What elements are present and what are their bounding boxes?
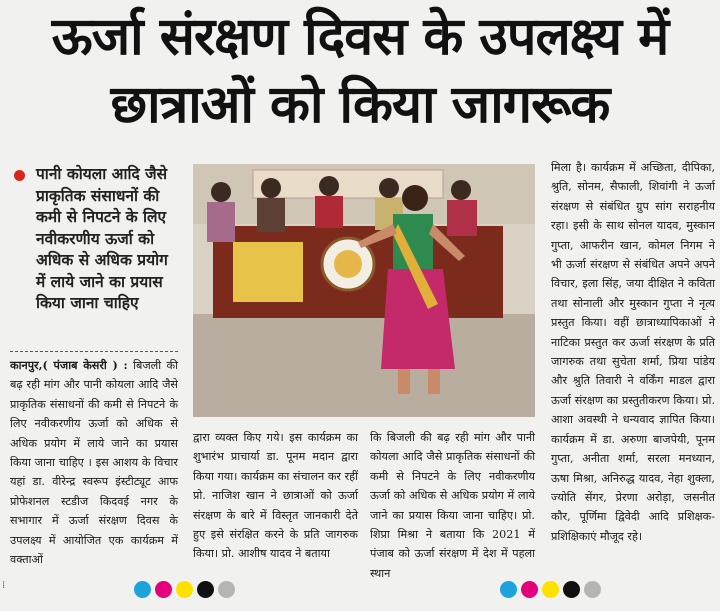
article-column-3: कि बिजली की बढ़ रही मांग और पानी कोयला आदि जैसे प्राकृतिक संसाधनों की कमी से निपटने के लिए नवीकरणीय ऊर्जा को अधिक से अधिक प्रयोग में लाये जाने का प्रयास किया जाना चाहिए। प्रो. शिप्रा मिश्रा ने बताया कि 2021 में पंजाब को ऊर्जा संरक्षण में देश में पहला स्थान: [370, 431, 535, 580]
yellow-mark: [176, 581, 193, 598]
crop-mark: ⁞: [2, 580, 6, 591]
registration-marks-left: [134, 581, 239, 602]
magenta-mark: [521, 581, 538, 598]
column-1-text: बिजली की बढ़ रही मांग और पानी कोयला आदि जैसे प्राकृतिक संसाधनों की कमी से निपटने के लिए नवीकरणीय ऊर्जा को अधिक से अधिक प्रयोग में लाये जाने का प्रयास किया जाना चाहिए । इस आशय के विचार यहां डा. वीरेन्द्र स्वरूप इंस्टीट्यूट आफ प्रोफेशनल स्टडीज किदवई नगर के सभागार में ऊर्जा संरक्षण दिवस के उपलक्ष्य में आयोजित एक कार्यक्रम में वक्ताओं: [10, 359, 178, 567]
headline-line-1: ऊर्जा संरक्षण दिवस के उपलक्ष्य में: [51, 7, 669, 67]
subheadline: पानी कोयला आदि जैसे प्राकृतिक संसाधनों की कमी से निपटने के लिए नवीकरणीय ऊर्जा को अधिक से अधिक प्रयोग में लाये जाने का प्रयास किया जाना चाहिए: [36, 165, 168, 312]
article-column-2: द्वारा व्यक्त किए गये। इस कार्यक्रम का शुभारंभ प्राचार्या डा. पूनम मदान द्वारा किया गया। कार्यक्रम का संचालन कर रहीं प्रो. नाजिश खान ने छात्राओं को ऊर्जा संरक्षण के बारे में विस्तृत जानकारी देते हुए इसे संरक्षित करने के प्रति जागरुक किया। प्रो. आशीष यादव ने बताया: [193, 431, 358, 561]
headline-line-2: छात्राओं को किया जागरूक: [110, 75, 610, 135]
red-bullet-icon: [14, 170, 25, 181]
cyan-mark: [500, 581, 517, 598]
grey-mark: [218, 581, 235, 598]
black-mark: [197, 581, 214, 598]
cyan-mark: [134, 581, 151, 598]
black-mark: [563, 581, 580, 598]
grey-mark: [584, 581, 601, 598]
event-photo: [193, 164, 535, 417]
article-column-4: मिला है। कार्यक्रम में अच्छिता, दीपिका, श्रुति, सोनम, सैफाली, शिवांगी ने ऊर्जा संरक्षण से संबंधित ग्रुप सांग सराहनीय रहा। इसी के साथ सोनल यादव, मुस्कान गुप्ता, आफरीन खान, कोमल निगम ने भी ऊर्जा संरक्षण से संबंधित अपने अपने विचार, इला सिंह, जया दीक्षित ने कविता तथा सोनाली और मुस्कान गुप्ता ने नृत्य प्रस्तुत किया। वहीं छात्राध्यापिकाओं ने नाटिका प्रस्तुत कर ऊर्जा संरक्षण के प्रति जागरुक तथा सुचेता शर्मा, प्रिया पांडेय और श्रुति तिवारी ने वर्किंग माडल द्वारा ऊर्जा संरक्षण का प्रस्तुतीकरण किया। प्रो. आशा अवस्थी ने धन्यवाद ज्ञापित किया। कार्यक्रम में डा. अरुणा बाजपेयी, पूनम गुप्ता, अनीता शर्मा, सरला मनध्यान, ऊषा मिश्रा, अनिरुद्ध यादव, नेहा शुक्ला, ज्योति सेंगर, प्रेरणा अरोड़ा, जसनीत कौर, पूर्णिमा द्विवेदी आदि प्रशिक्षक-प्रशिक्षिकाएं मौजूद रहे।: [551, 161, 715, 543]
registration-marks-right: [500, 581, 605, 602]
dateline: कानपुर,( पंजाब केसरी ) :: [10, 358, 128, 372]
magenta-mark: [155, 581, 172, 598]
divider: [10, 351, 178, 352]
yellow-mark: [542, 581, 559, 598]
article-column-1: [10, 356, 178, 569]
